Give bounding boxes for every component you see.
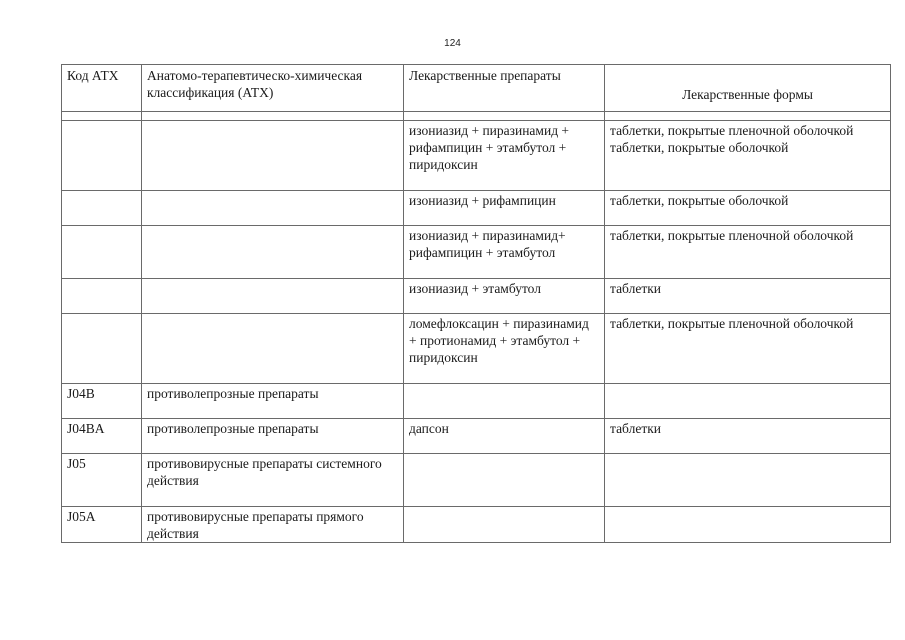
- header-drugs: Лекарственные препараты: [404, 65, 605, 112]
- cell-classification: противовирусные препараты системного действия: [142, 454, 404, 507]
- cell-drugs: [404, 384, 605, 419]
- cell-forms: [605, 226, 891, 279]
- cell-code: [62, 279, 142, 314]
- forms-line: таблетки: [610, 421, 662, 436]
- header-code: Код АТХ: [62, 65, 142, 112]
- forms-line: таблетки, покрытые пленочной оболочкой: [610, 228, 854, 243]
- table-row: [62, 226, 891, 279]
- cell-code: [62, 226, 142, 279]
- cell-classification: [142, 226, 404, 279]
- header-spacer-row: [62, 112, 891, 121]
- cell-forms: [605, 507, 891, 543]
- table-header-row: [62, 65, 891, 112]
- cell-drugs: [404, 454, 605, 507]
- cell-drugs: дапсон: [404, 419, 605, 454]
- cell-code: [62, 191, 142, 226]
- header-classification: Анатомо-терапевтическо-химическая классификация (АТХ): [142, 65, 404, 112]
- table-row: [62, 314, 891, 384]
- cell-drugs: изониазид + пиразинамид + рифампицин + этамбутол + пиридоксин: [404, 121, 605, 191]
- cell-forms: [605, 419, 891, 454]
- forms-line: таблетки, покрытые оболочкой: [610, 193, 789, 208]
- cell-code: [62, 314, 142, 384]
- spacer-cell: [62, 112, 142, 121]
- cell-classification: [142, 314, 404, 384]
- spacer-cell: [605, 112, 891, 121]
- cell-forms: [605, 279, 891, 314]
- cell-classification: противолепрозные препараты: [142, 384, 404, 419]
- table-row: [62, 419, 891, 454]
- cell-forms: [605, 314, 891, 384]
- cell-drugs: [404, 507, 605, 543]
- forms-line: таблетки: [610, 281, 662, 296]
- cell-code: [62, 121, 142, 191]
- cell-classification: противовирусные препараты прямого действия: [142, 507, 404, 543]
- forms-line: таблетки, покрытые пленочной оболочкой: [610, 316, 854, 331]
- cell-drugs: ломефлоксацин + пиразинамид + протионамид + этамбутол + пиридоксин: [404, 314, 605, 384]
- cell-forms: [605, 191, 891, 226]
- cell-drugs: изониазид + этамбутол: [404, 279, 605, 314]
- page-number: 124: [444, 38, 461, 49]
- cell-code: J04BA: [62, 419, 142, 454]
- cell-forms: [605, 121, 891, 191]
- table-row: [62, 191, 891, 226]
- cell-code: J04B: [62, 384, 142, 419]
- header-forms: Лекарственные формы: [605, 65, 891, 112]
- table-row: [62, 507, 891, 543]
- atx-drug-table: [61, 64, 891, 543]
- cell-drugs: изониазид + пиразинамид+ рифампицин + этамбутол: [404, 226, 605, 279]
- cell-code: J05: [62, 454, 142, 507]
- table-row: [62, 279, 891, 314]
- cell-code: J05A: [62, 507, 142, 543]
- forms-line: таблетки, покрытые оболочкой: [610, 140, 789, 155]
- forms-line: таблетки, покрытые пленочной оболочкой: [610, 123, 854, 138]
- cell-forms: [605, 384, 891, 419]
- cell-classification: [142, 191, 404, 226]
- cell-classification: [142, 121, 404, 191]
- spacer-cell: [142, 112, 404, 121]
- table-row: [62, 454, 891, 507]
- spacer-cell: [404, 112, 605, 121]
- cell-classification: противолепрозные препараты: [142, 419, 404, 454]
- cell-classification: [142, 279, 404, 314]
- table-row: [62, 121, 891, 191]
- table-row: [62, 384, 891, 419]
- cell-drugs: изониазид + рифампицин: [404, 191, 605, 226]
- cell-forms: [605, 454, 891, 507]
